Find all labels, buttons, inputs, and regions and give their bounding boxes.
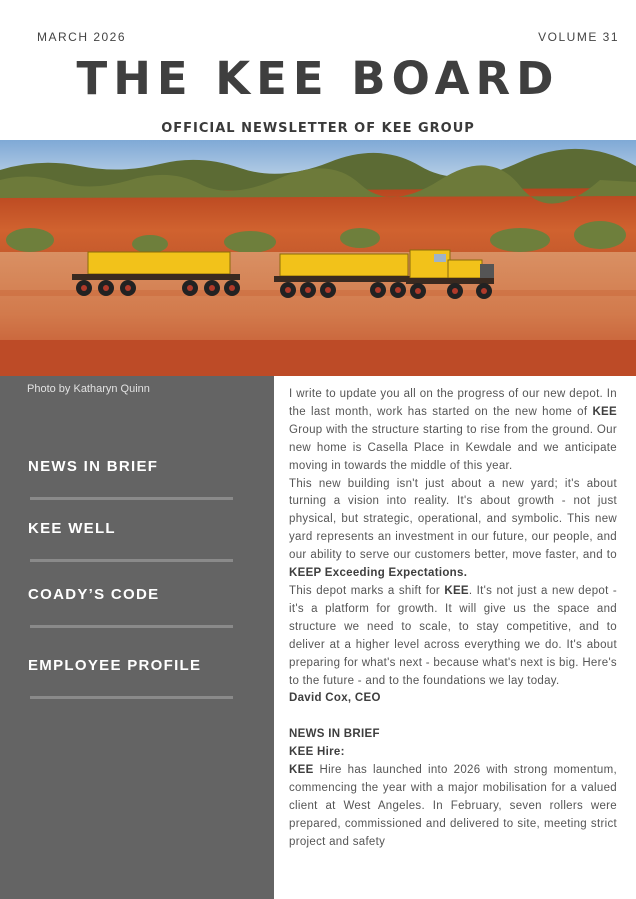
sidebar-divider (30, 559, 233, 562)
sidebar-item-employee-profile[interactable]: EMPLOYEE PROFILE (28, 657, 202, 674)
sidebar-item-kee-well[interactable]: KEE WELL (28, 520, 116, 537)
article-paragraph: I write to update you all on the progress of our new depot. In the last month, work has started on the new home of KEE Group with the structure starting to rise from the ground. Our new home is Casella Place in Kewdale and we anticipate moving in towards the middle of this year. (289, 388, 617, 472)
section-heading: NEWS IN BRIEF (289, 728, 380, 741)
article-paragraph: This depot marks a shift for KEE. It's not just a new depot - it's a platform for growth. It will give us the space and structure we need to scale, to stay competitive, and to deliver at a higher level across everything we do. It's about preparing for what's next - because what's next is big. Here's to the future - and to the foundations we lay today. (289, 584, 618, 687)
sub-heading: KEE Hire: (289, 746, 345, 759)
article-paragraph: KEE Hire has launched into 2026 with strong momentum, commencing the year with a major mobilisation for a valued client at West Angeles. In February, seven rollers were prepared, commissioned and delivered to site, meeting strict project and safety (289, 764, 617, 848)
sidebar-divider (30, 625, 233, 628)
sidebar-divider (30, 497, 233, 500)
masthead (0, 0, 636, 140)
sidebar (0, 376, 274, 899)
article-paragraph: This new building isn't just about a new yard; it's about turning a vision into reality. It's about growth - not just physical, but strategic, operational, and symbolic. This new yard represents an investment in our future, our people, and our ability to serve our customers better, move faster, and to KEEP Exceeding Expectations. (289, 477, 617, 580)
sidebar-item-news-in-brief[interactable]: NEWS IN BRIEF (28, 458, 159, 475)
issue-date: MARCH 2026 (37, 30, 127, 44)
article-body (289, 386, 617, 852)
ceo-signature: David Cox, CEO (289, 692, 381, 705)
road-train-image (0, 140, 636, 376)
sidebar-item-coadys-code[interactable]: COADY’S CODE (28, 586, 160, 603)
photo-credit: Photo by Katharyn Quinn (27, 383, 150, 395)
sidebar-divider (30, 696, 233, 699)
issue-volume: VOLUME 31 (538, 30, 619, 44)
newsletter-title: THE KEE BOARD (76, 52, 560, 105)
newsletter-subtitle: OFFICIAL NEWSLETTER OF KEE GROUP (161, 121, 475, 136)
cover-photo (0, 140, 636, 376)
